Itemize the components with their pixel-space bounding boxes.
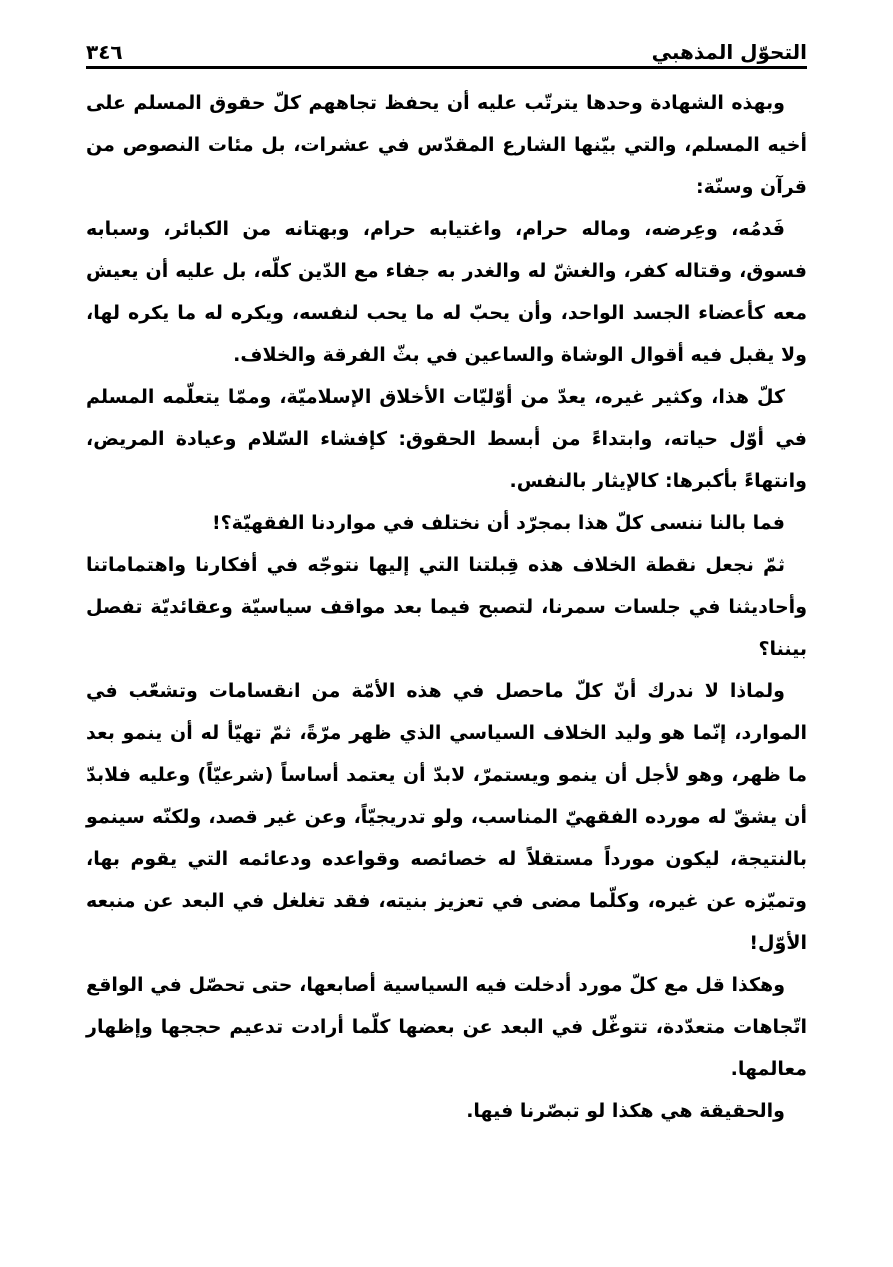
header-divider <box>86 66 807 69</box>
running-title: التحوّل المذهبي <box>651 40 807 64</box>
paragraph: فَدمُه، وعِرضه، وماله حرام، واغتيابه حرام، وبهتانه من الكبائر، وسبابه فسوق، وقتاله كفر، والغشّ له والغدر به جفاء مع الدّين كلّه، بل عليه أن يعيش معه كأعضاء الجسد الواحد، وأن يحبّ له ما يحب لنفسه، ويكره له ما يكره لها، ولا يقبل فيه أقوال الوشاة والساعين في بثّ الفرقة والخلاف. <box>86 218 807 366</box>
paragraph: كلّ هذا، وكثير غيره، يعدّ من أوّليّات الأخلاق الإسلاميّة، وممّا يتعلّمه المسلم في أوّل حياته، وابتداءً من أبسط الحقوق: كإفشاء السّلام وعيادة المريض، وانتهاءً بأكبرها: كالإيثار بالنفس. <box>86 386 807 492</box>
page-number: ٣٤٦ <box>86 40 123 64</box>
paragraph: فما بالنا ننسى كلّ هذا بمجرّد أن نختلف في مواردنا الفقهيّة؟! <box>211 512 785 534</box>
paragraph: ولماذا لا ندرك أنّ كلّ ماحصل في هذه الأمّة من انقسامات وتشعّب في الموارد، إنّما هو وليد الخلاف السياسي الذي ظهر مرّةً، ثمّ تهيّأ له أن ينمو بعد ما ظهر، وهو لأجل أن ينمو ويستمرّ، لابدّ أن يعتمد أساساً (شرعيّاً) وعليه فلابدّ أن يشقّ له مورده الفقهيّ المناسب، ولو تدريجيّاً، وعن غير قصد، ولكنّه سينمو بالنتيجة، ليكون مورداً مستقلاً له خصائصه وقواعده ودعائمه التي يقوم بها، وتميّزه عن غيره، وكلّما مضى في تعزيز بنيته، فقد تغلغل في البعد عن منبعه الأوّل! <box>86 680 807 954</box>
running-header <box>86 30 807 66</box>
paragraph: وهكذا قل مع كلّ مورد أدخلت فيه السياسية أصابعها، حتى تحصّل في الواقع اتّجاهات متعدّدة، تتوغّل في البعد عن بعضها كلّما أرادت تدعيم حججها وإظهار معالمها. <box>86 974 807 1080</box>
body-text <box>86 82 807 1132</box>
paragraph: والحقيقة هي هكذا لو تبصّرنا فيها. <box>466 1100 785 1122</box>
paragraph: ثمّ نجعل نقطة الخلاف هذه قِبلتنا التي إليها نتوجّه في أفكارنا واهتماماتنا وأحاديثنا في جلسات سمرنا، لتصبح فيما بعد مواقف سياسيّة وعقائديّة تفصل بيننا؟ <box>86 554 807 660</box>
paragraph: وبهذه الشهادة وحدها يترتّب عليه أن يحفظ تجاههم كلّ حقوق المسلم على أخيه المسلم، والتي بيّنها الشارع المقدّس في عشرات، بل مئات النصوص من قرآن وسنّة: <box>86 92 807 198</box>
